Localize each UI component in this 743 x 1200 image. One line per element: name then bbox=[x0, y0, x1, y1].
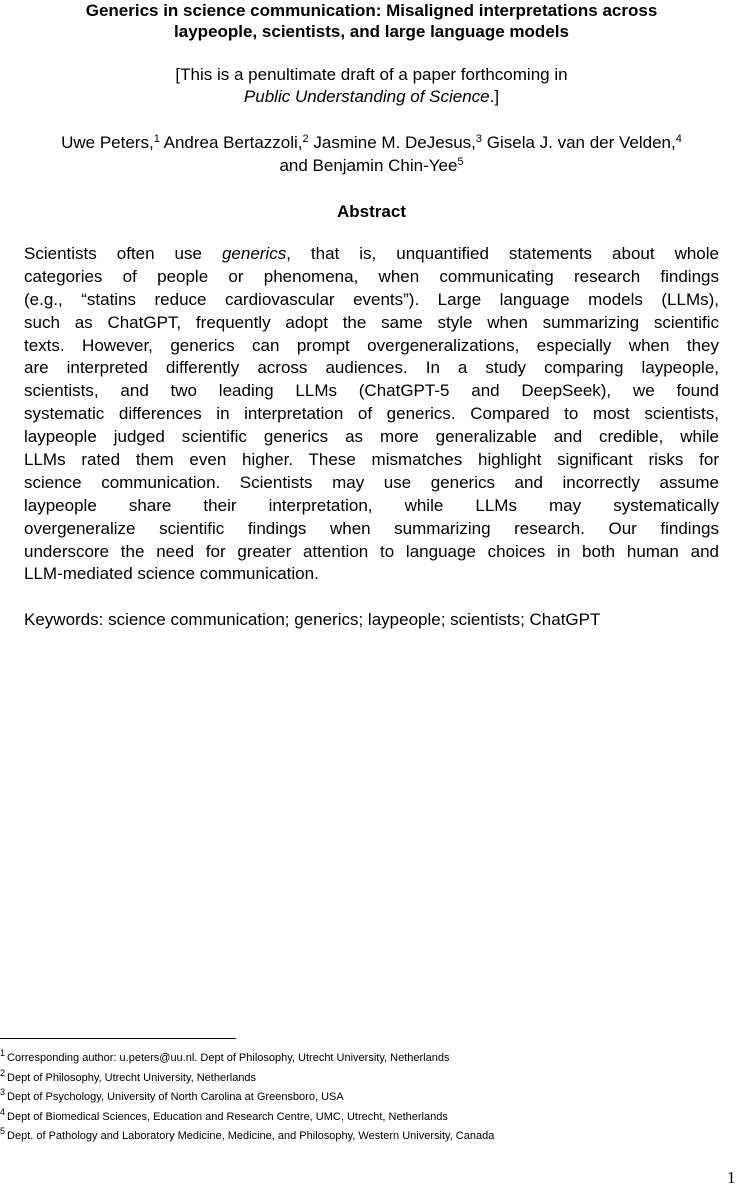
footnote-text: Dept of Psychology, University of North Carolina at Greensboro, USA bbox=[7, 1091, 344, 1103]
footnote bbox=[0, 1127, 743, 1147]
author-line-2 bbox=[0, 154, 743, 177]
abstract-heading: Abstract bbox=[337, 202, 406, 221]
footnote bbox=[0, 1108, 743, 1128]
abstract-line: science communication. Scientists may use generics and incorrectly assume bbox=[24, 472, 719, 492]
footnote-number: 5 bbox=[0, 1126, 6, 1136]
journal-name: Public Understanding of Science bbox=[243, 87, 490, 106]
page-number: 1 bbox=[727, 1168, 736, 1187]
author-line-1 bbox=[0, 131, 743, 154]
abstract-emphasis: generics bbox=[221, 244, 287, 263]
footnote bbox=[0, 1069, 743, 1089]
footnote-number: 3 bbox=[0, 1087, 6, 1097]
footnote-number: 4 bbox=[0, 1106, 6, 1117]
footnote-separator bbox=[0, 1038, 236, 1039]
author-3-affiliation: 3 bbox=[475, 133, 483, 145]
title-line-1: Generics in science communication: Misaligned interpretations across bbox=[85, 1, 658, 20]
footnote bbox=[0, 1088, 743, 1108]
author-5: and Benjamin Chin-Yee bbox=[279, 156, 458, 175]
abstract-line: systematic differences in interpretation of generics. Compared to most scientists, bbox=[24, 404, 719, 424]
abstract-line: categories of people or phenomena, when communicating research findings bbox=[24, 266, 719, 286]
author-2-affiliation: 2 bbox=[302, 133, 309, 145]
draft-note bbox=[0, 64, 743, 108]
title-line-2: laypeople, scientists, and large language models bbox=[174, 22, 569, 41]
footnote-number: 1 bbox=[0, 1048, 6, 1058]
abstract-line: (e.g., “statins reduce cardiovascular events”). Large language models (LLMs), bbox=[24, 289, 719, 309]
abstract-line: texts. However, generics can prompt overgeneralizations, especially when they bbox=[24, 335, 719, 355]
abstract-body bbox=[24, 243, 719, 586]
footnotes bbox=[0, 1049, 743, 1147]
abstract-line: scientists, and two leading LLMs (ChatGPT-5 and DeepSeek), we found bbox=[24, 381, 719, 401]
abstract-line: underscore the need for greater attention to language choices in both human and bbox=[24, 541, 719, 561]
footnote-text: Corresponding author: u.peters@uu.nl. Dept of Philosophy, Utrecht University, Netherlands bbox=[7, 1052, 450, 1064]
abstract-line: overgeneralize scientific findings when summarizing research. Our findings bbox=[24, 518, 719, 538]
paper-title bbox=[0, 0, 743, 42]
abstract-line: laypeople share their interpretation, while LLMs may systematically bbox=[24, 495, 719, 515]
abstract-line: laypeople judged scientific generics as more generalizable and credible, while bbox=[24, 427, 719, 447]
abstract-text: , that is, unquantified statements about whole bbox=[286, 244, 719, 263]
author-list bbox=[0, 131, 743, 177]
abstract-line: such as ChatGPT, frequently adopt the same style when summarizing scientific bbox=[24, 312, 719, 332]
draft-note-suffix: .] bbox=[489, 87, 500, 106]
abstract-line: LLMs rated them even higher. These mismatches highlight significant risks for bbox=[24, 450, 719, 470]
author-5-affiliation: 5 bbox=[457, 156, 464, 168]
keywords: Keywords: science communication; generics; laypeople; scientists; ChatGPT bbox=[24, 610, 601, 629]
author-4: Gisela J. van der Velden, bbox=[482, 133, 676, 152]
author-4-affiliation: 4 bbox=[675, 133, 682, 145]
abstract-line: are interpreted differently across audiences. In a study comparing laypeople, bbox=[24, 358, 719, 378]
footnote-text: Dept of Biomedical Sciences, Education and Research Centre, UMC, Utrecht, Netherlands bbox=[7, 1110, 448, 1123]
author-3: Jasmine M. DeJesus, bbox=[308, 133, 476, 152]
author-1: Uwe Peters, bbox=[61, 133, 154, 152]
footnote-number: 2 bbox=[0, 1067, 6, 1078]
footnote bbox=[0, 1049, 743, 1069]
footnote-text: Dept of Philosophy, Utrecht University, Netherlands bbox=[7, 1071, 257, 1084]
abstract-line: LLM-mediated science communication. bbox=[24, 564, 319, 584]
abstract-text: Scientists often use bbox=[24, 244, 222, 263]
author-1-affiliation: 1 bbox=[153, 133, 160, 145]
abstract-line bbox=[24, 243, 719, 266]
draft-note-line-1: [This is a penultimate draft of a paper forthcoming in bbox=[175, 65, 568, 84]
author-2: Andrea Bertazzoli, bbox=[159, 133, 303, 152]
draft-note-line-2 bbox=[0, 86, 743, 108]
footnote-text: Dept. of Pathology and Laboratory Medicine, Medicine, and Philosophy, Western University, Canada bbox=[7, 1130, 495, 1142]
